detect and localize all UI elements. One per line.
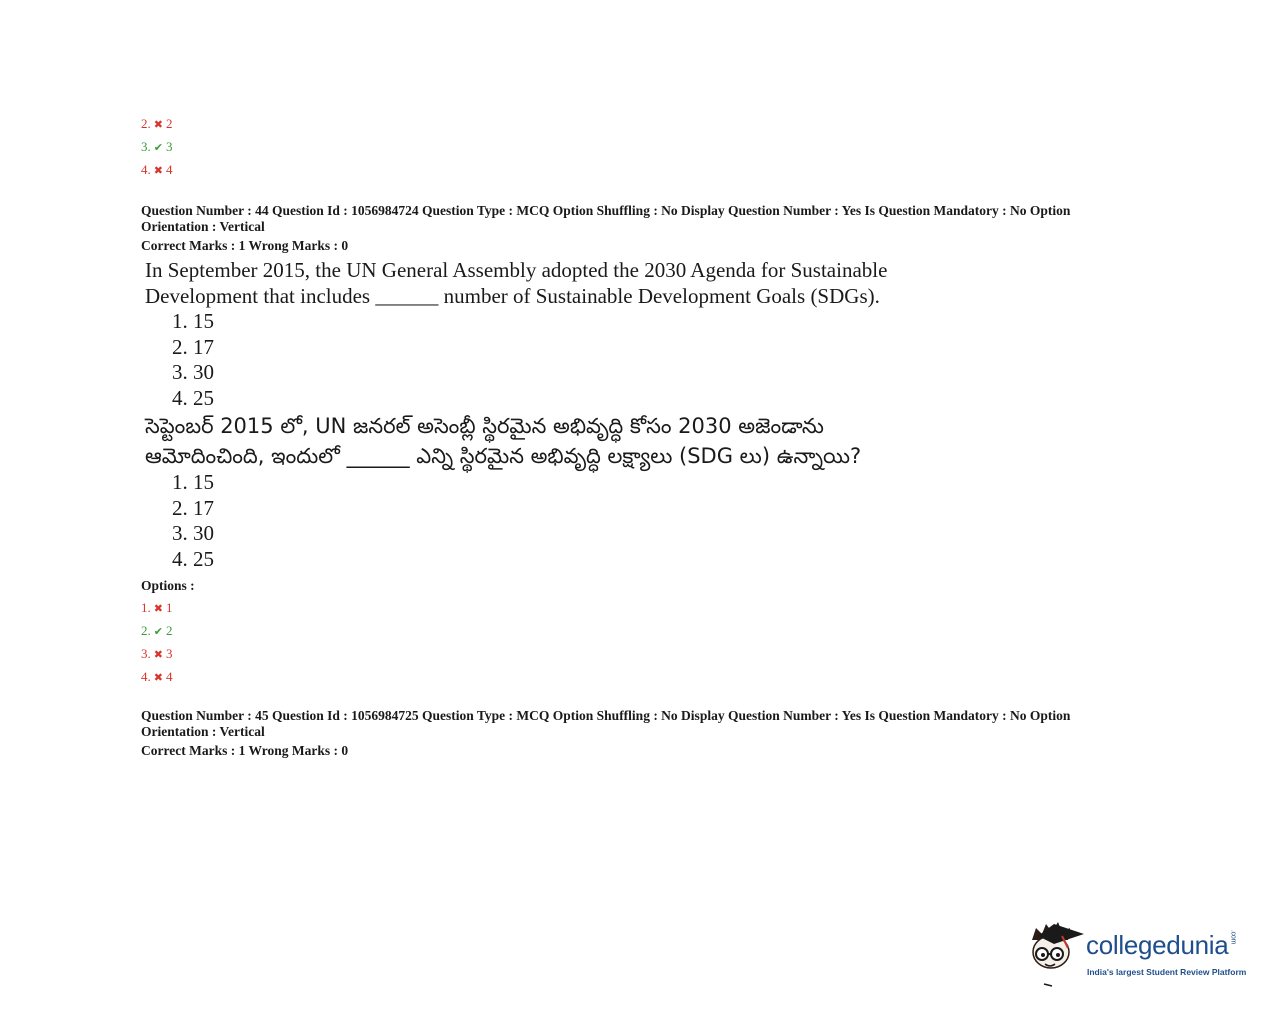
answer-item: 1. 15 xyxy=(172,309,214,333)
question-marks: Correct Marks : 1 Wrong Marks : 0 xyxy=(141,743,349,758)
option-row: 1. ✖ 1 xyxy=(141,600,173,615)
answers-telugu xyxy=(172,470,214,572)
answer-item: 1. 15 xyxy=(172,470,214,494)
cross-icon: ✖ xyxy=(153,649,163,661)
question-line: ఆమోదించింది, ఇందులో ______ ఎన్ని స్థిరమైన అభివృద్ధి లక్ష్యాలు (SDG లు) ఉన్నాయి? xyxy=(145,444,862,468)
question-line: సెప్టెంబర్ 2015 లో, UN జనరల్ అసెంబ్లీ స్థిరమైన అభివృద్ధి కోసం 2030 అజెండాను xyxy=(145,414,824,438)
check-icon: ✔ xyxy=(153,626,163,638)
question-meta-line: Question Number : 45 Question Id : 1056984725 Question Type : MCQ Option Shuffling : No Display Question Number : Yes Is Question Mandatory : No Option xyxy=(141,708,1071,723)
option-row: 3. ✔ 3 xyxy=(141,139,173,154)
question-marks: Correct Marks : 1 Wrong Marks : 0 xyxy=(141,238,349,253)
cross-icon: ✖ xyxy=(153,603,163,615)
options-list xyxy=(141,597,172,689)
answer-item: 4. 25 xyxy=(172,546,214,571)
cross-icon: ✖ xyxy=(153,119,163,131)
question-line: Development that includes ______ number of Sustainable Development Goals (SDGs). xyxy=(145,284,880,308)
cross-icon: ✖ xyxy=(153,165,163,177)
cross-icon: ✖ xyxy=(153,672,163,684)
options-label: Options : xyxy=(141,578,195,593)
question-text-english xyxy=(145,257,887,309)
question-44-meta xyxy=(141,203,1141,254)
logo-wordmark: collegedunia.com xyxy=(1086,930,1237,960)
answer-item: 3. 30 xyxy=(172,521,214,545)
question-line: In September 2015, the UN General Assembly adopted the 2030 Agenda for Sustainable xyxy=(145,258,888,282)
question-meta-line: Orientation : Vertical xyxy=(141,219,265,234)
collegedunia-logo xyxy=(1024,918,1264,988)
mascot-icon xyxy=(1024,918,1084,988)
answers-english xyxy=(172,309,214,411)
option-row: 4. ✖ 4 xyxy=(141,162,173,177)
option-row: 2. ✖ 2 xyxy=(141,116,173,131)
logo-suffix: .com xyxy=(1229,930,1237,944)
question-meta-line: Orientation : Vertical xyxy=(141,724,265,739)
question-45-meta xyxy=(141,708,1141,759)
logo-tagline: India's largest Student Review Platform xyxy=(1087,967,1247,977)
answer-item: 4. 25 xyxy=(172,385,214,410)
answer-item: 2. 17 xyxy=(172,334,214,359)
previous-options xyxy=(141,113,172,182)
check-icon: ✔ xyxy=(153,142,163,154)
question-text-telugu xyxy=(145,411,861,471)
question-meta-line: Question Number : 44 Question Id : 1056984724 Question Type : MCQ Option Shuffling : No Display Question Number : Yes Is Question Mandatory : No Option xyxy=(141,203,1071,218)
option-row: 3. ✖ 3 xyxy=(141,646,173,661)
answer-item: 3. 30 xyxy=(172,360,214,384)
option-row: 2. ✔ 2 xyxy=(141,623,173,638)
option-row: 4. ✖ 4 xyxy=(141,669,173,684)
answer-item: 2. 17 xyxy=(172,495,214,520)
